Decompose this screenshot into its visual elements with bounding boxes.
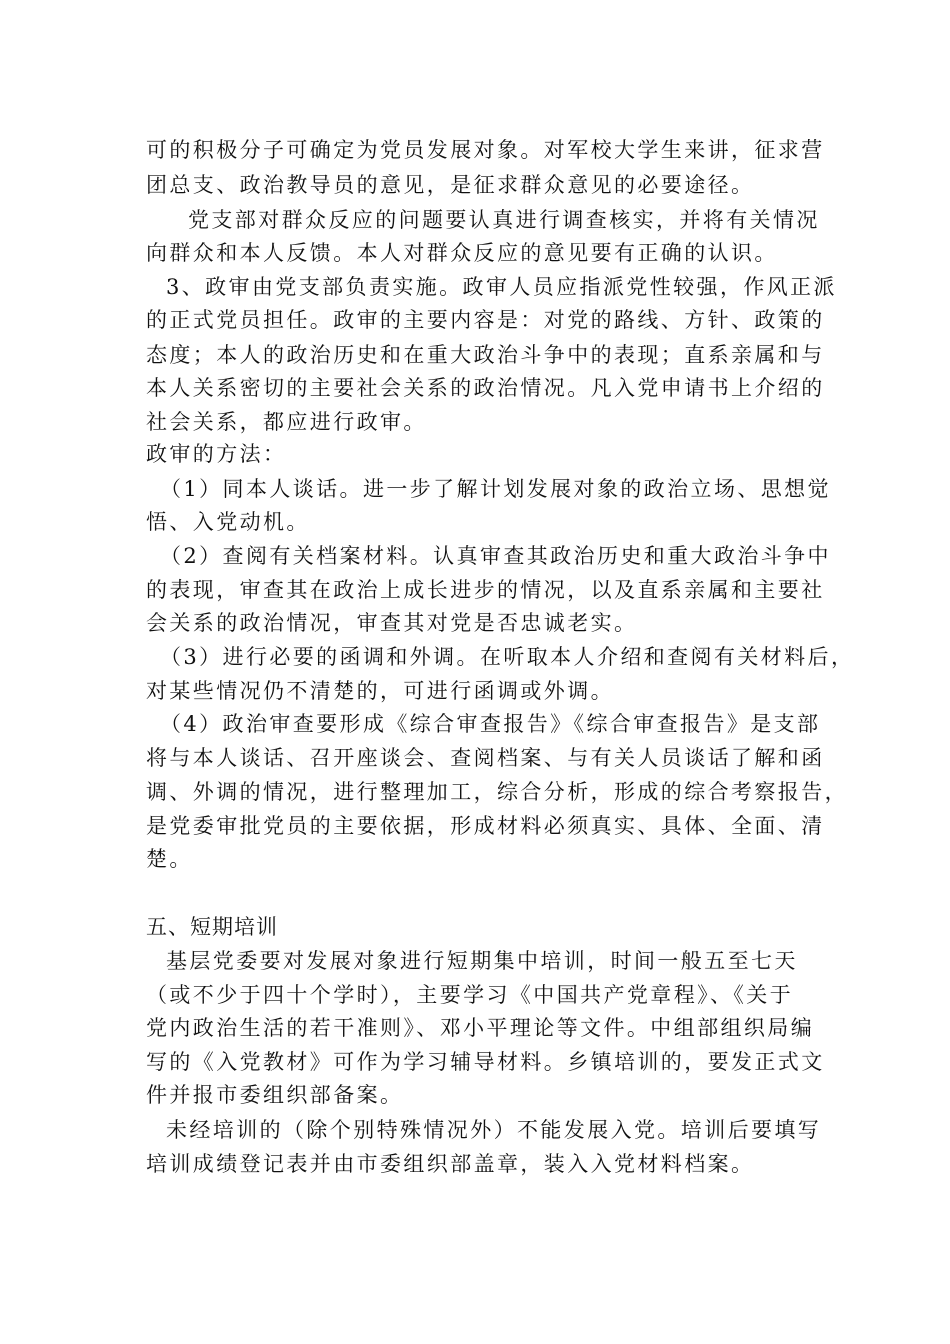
text-line: 3、政审由党支部负责实施。政审人员应指派党性较强，作风正派 xyxy=(166,275,837,299)
text-line: 可的积极分子可确定为党员发展对象。对军校大学生来讲，征求营 xyxy=(146,138,825,162)
text-line: （或不少于四十个学时），主要学习《中国共产党章程》、《关于 xyxy=(146,983,794,1007)
text-line: 是党委审批党员的主要依据，形成材料必须真实、具体、全面、清 xyxy=(146,814,825,838)
section-heading: 五、短期培训 xyxy=(146,915,278,939)
text-line: 将与本人谈话、召开座谈会、查阅档案、与有关人员谈话了解和函 xyxy=(146,746,825,770)
text-line: 的表现，审查其在政治上成长进步的情况，以及直系亲属和主要社 xyxy=(146,578,825,602)
text-line: （4）政治审查要形成《综合审查报告》《综合审查报告》是支部 xyxy=(160,712,821,736)
text-line: 对某些情况仍不清楚的，可进行函调或外调。 xyxy=(146,679,614,703)
text-line: （1）同本人谈话。进一步了解计划发展对象的政治立场、思想觉 xyxy=(160,477,831,501)
text-line: 政审的方法： xyxy=(146,442,287,466)
text-line: 件并报市委组织部备案。 xyxy=(146,1083,404,1107)
text-line: （3）进行必要的函调和外调。在听取本人介绍和查阅有关材料后， xyxy=(160,645,855,669)
text-line: 党支部对群众反应的问题要认真进行调查核实，并将有关情况 xyxy=(188,208,820,232)
text-line: 本人关系密切的主要社会关系的政治情况。凡入党申请书上介绍的 xyxy=(146,376,825,400)
text-line: 团总支、政治教导员的意见，是征求群众意见的必要途径。 xyxy=(146,173,755,197)
text-line: 向群众和本人反馈。本人对群众反应的意见要有正确的认识。 xyxy=(146,241,778,265)
text-line: 会关系的政治情况，审查其对党是否忠诚老实。 xyxy=(146,611,638,635)
text-line: （2）查阅有关档案材料。认真审查其政治历史和重大政治斗争中 xyxy=(160,544,831,568)
text-line: 未经培训的（除个别特殊情况外）不能发展入党。培训后要填写 xyxy=(166,1118,822,1142)
text-line: 悟、入党动机。 xyxy=(146,510,310,534)
text-line: 写的《入党教材》可作为学习辅导材料。乡镇培训的，要发正式文 xyxy=(146,1050,825,1074)
text-line: 培训成绩登记表并由市委组织部盖章，装入入党材料档案。 xyxy=(146,1152,755,1176)
text-line: 调、外调的情况，进行整理加工，综合分析，形成的综合考察报告， xyxy=(146,780,848,804)
text-line: 的正式党员担任。政审的主要内容是：对党的路线、方针、政策的 xyxy=(146,308,825,332)
text-line: 态度；本人的政治历史和在重大政治斗争中的表现；直系亲属和与 xyxy=(146,343,825,367)
text-line: 楚。 xyxy=(146,847,193,871)
text-line: 党内政治生活的若干准则》、邓小平理论等文件。中组部组织局编 xyxy=(146,1016,815,1040)
text-line: 社会关系，都应进行政审。 xyxy=(146,410,427,434)
text-line: 基层党委要对发展对象进行短期集中培训，时间一般五至七天 xyxy=(166,949,798,973)
